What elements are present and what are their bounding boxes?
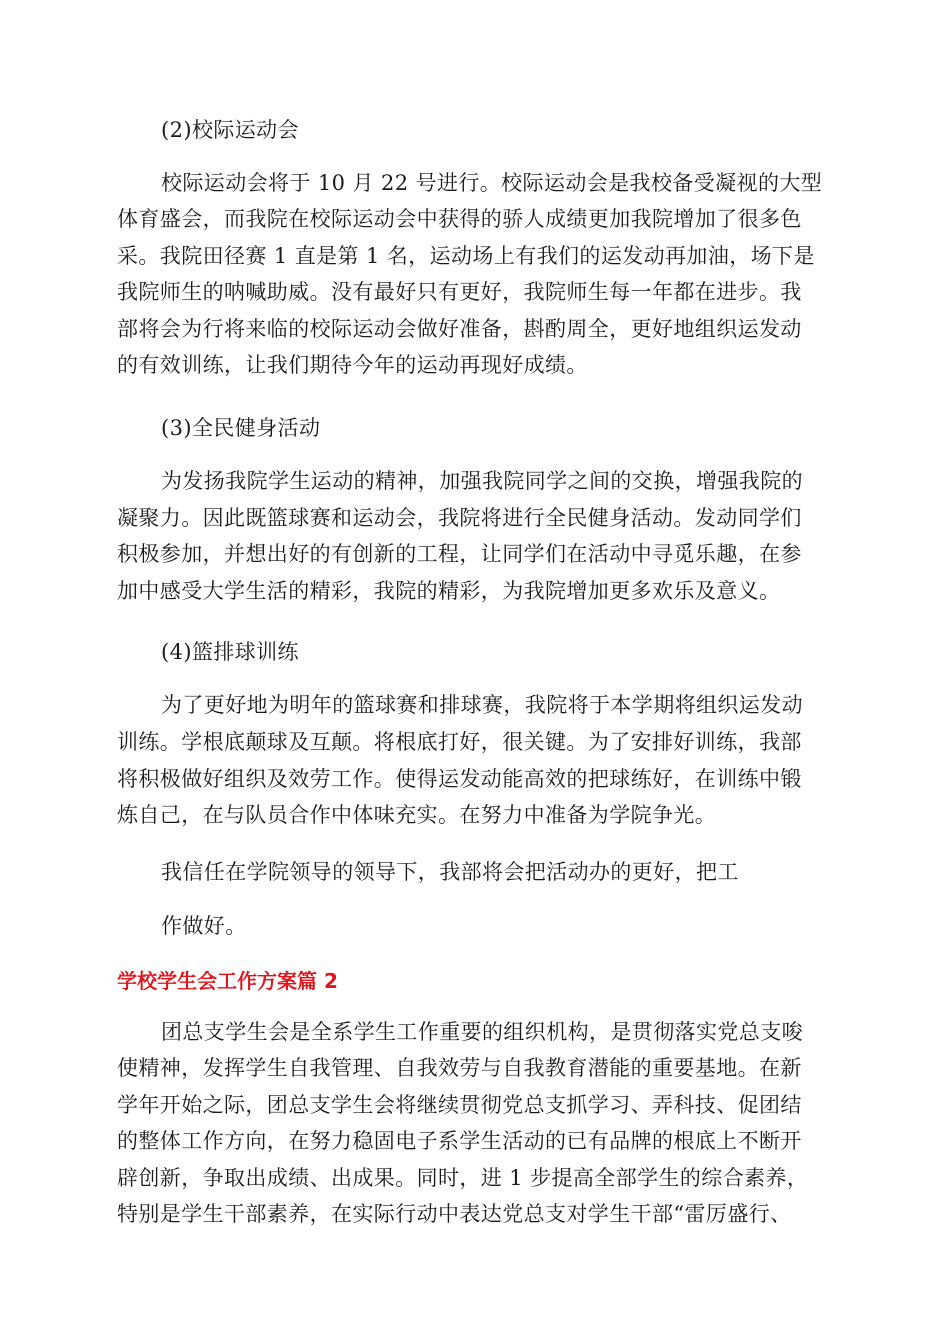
paragraph-line: 炼自己，在与队员合作中体味充实。在努力中准备为学院争光。 — [117, 803, 717, 827]
paragraph-line: 采。我院田径赛 1 直是第 1 名，运动场上有我们的运发动再加油，场下是 — [117, 244, 815, 268]
paragraph-line: 为了更好地为明年的篮球赛和排球赛，我院将于本学期将组织运发动 — [161, 693, 803, 717]
paragraph-line: 训练。学根底颠球及互颠。将根底打好，很关键。为了安排好训练，我部 — [117, 730, 802, 754]
article-2-title: 学校学生会工作方案篇 2 — [117, 969, 338, 993]
paragraph-line: 特别是学生干部素养，在实际行动中表达党总支对学生干部“雷厉盛行、 — [117, 1202, 792, 1226]
paragraph-line: 部将会为行将来临的校际运动会做好准备，斟酌周全，更好地组织运发动 — [117, 317, 802, 341]
paragraph-line: 加中感受大学生活的精彩，我院的精彩，为我院增加更多欢乐及意义。 — [117, 579, 781, 603]
section-4-heading: (4)篮排球训练 — [161, 640, 299, 664]
paragraph-line: 校际运动会将于 10 月 22 号进行。校际运动会是我校备受凝视的大型 — [161, 171, 823, 195]
paragraph-line: 为发扬我院学生运动的精神，加强我院同学之间的交换，增强我院的 — [161, 469, 803, 493]
paragraph-line: 辟创新，争取出成绩、出成果。同时，进 1 步提高全部学生的综合素养， — [117, 1166, 809, 1190]
closing-line: 作做好。 — [161, 914, 247, 938]
paragraph-line: 使精神，发挥学生自我管理、自我效劳与自我教育潜能的重要基地。在新 — [117, 1056, 802, 1080]
paragraph-line: 我院师生的呐喊助威。没有最好只有更好，我院师生每一年都在进步。我 — [117, 280, 802, 304]
paragraph-line: 的有效训练，让我们期待今年的运动再现好成绩。 — [117, 353, 588, 377]
paragraph-line: 凝聚力。因此既篮球赛和运动会，我院将进行全民健身活动。发动同学们 — [117, 506, 802, 530]
paragraph-line: 学年开始之际，团总支学生会将继续贯彻党总支抓学习、弄科技、促团结 — [117, 1093, 802, 1117]
section-2-heading: (2)校际运动会 — [161, 118, 299, 142]
paragraph-line: 的整体工作方向，在努力稳固电子系学生活动的已有品牌的根底上不断开 — [117, 1129, 802, 1153]
paragraph-line: 将积极做好组织及效劳工作。使得运发动能高效的把球练好，在训练中锻 — [117, 767, 802, 791]
paragraph-line: 团总支学生会是全系学生工作重要的组织机构，是贯彻落实党总支唆 — [161, 1020, 803, 1044]
closing-line: 我信任在学院领导的领导下，我部将会把活动办的更好，把工 — [161, 860, 739, 884]
paragraph-line: 体育盛会，而我院在校际运动会中获得的骄人成绩更加我院增加了很多色 — [117, 207, 802, 231]
paragraph-line: 积极参加，并想出好的有创新的工程，让同学们在活动中寻觅乐趣，在参 — [117, 542, 802, 566]
section-3-heading: (3)全民健身活动 — [161, 416, 321, 440]
